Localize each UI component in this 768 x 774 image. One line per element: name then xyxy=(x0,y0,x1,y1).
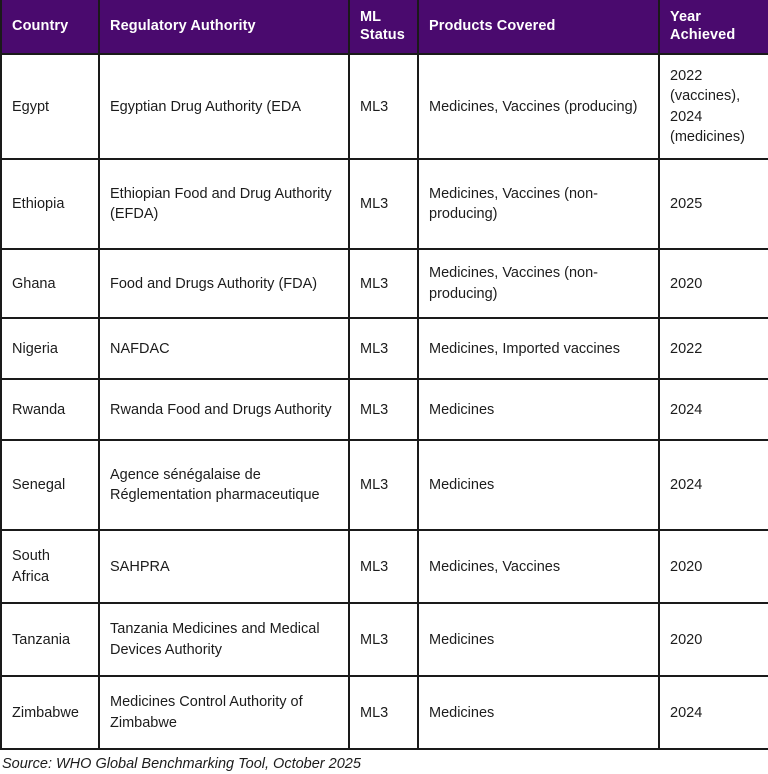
table-row xyxy=(1,318,768,379)
cell-ml-status: ML3 xyxy=(349,54,418,159)
cell-authority: Ethiopian Food and Drug Authority (EFDA) xyxy=(99,159,349,249)
cell-authority: NAFDAC xyxy=(99,318,349,379)
cell-year: 2022 (vaccines), 2024 (medicines) xyxy=(659,54,768,159)
cell-ml-status: ML3 xyxy=(349,603,418,676)
cell-ml-status: ML3 xyxy=(349,159,418,249)
column-header-country xyxy=(1,0,99,54)
cell-country: Senegal xyxy=(1,440,99,530)
cell-country: Ghana xyxy=(1,249,99,318)
cell-ml-status: ML3 xyxy=(349,530,418,603)
cell-products: Medicines, Vaccines (non-producing) xyxy=(418,249,659,318)
table-row xyxy=(1,249,768,318)
column-header-ml-status-line1: ML xyxy=(360,9,382,25)
source-caption: Source: WHO Global Benchmarking Tool, October 2025 xyxy=(2,756,361,773)
table-row xyxy=(1,530,768,603)
cell-country: Nigeria xyxy=(1,318,99,379)
cell-authority: SAHPRA xyxy=(99,530,349,603)
table-body xyxy=(1,54,768,749)
column-header-products-covered xyxy=(418,0,659,54)
cell-products: Medicines xyxy=(418,379,659,440)
table-row xyxy=(1,379,768,440)
table-header xyxy=(1,0,768,54)
cell-authority: Tanzania Medicines and Medical Devices Authority xyxy=(99,603,349,676)
cell-products: Medicines xyxy=(418,676,659,749)
column-header-products-covered-label: Products Covered xyxy=(429,17,556,34)
cell-products: Medicines xyxy=(418,440,659,530)
cell-year: 2022 xyxy=(659,318,768,379)
column-header-year-achieved xyxy=(659,0,768,54)
cell-country: Egypt xyxy=(1,54,99,159)
table-row xyxy=(1,159,768,249)
column-header-country-label: Country xyxy=(12,17,69,34)
cell-products: Medicines, Vaccines (non-producing) xyxy=(418,159,659,249)
cell-authority: Agence sénégalaise de Réglementation pharmaceutique xyxy=(99,440,349,530)
cell-authority: Medicines Control Authority of Zimbabwe xyxy=(99,676,349,749)
column-header-ml-status xyxy=(349,0,418,54)
cell-ml-status: ML3 xyxy=(349,676,418,749)
table-header-row xyxy=(1,0,768,54)
cell-ml-status: ML3 xyxy=(349,318,418,379)
cell-ml-status: ML3 xyxy=(349,440,418,530)
cell-products: Medicines, Vaccines xyxy=(418,530,659,603)
cell-ml-status: ML3 xyxy=(349,249,418,318)
column-header-year-achieved-line1: Year xyxy=(670,9,702,25)
table-row xyxy=(1,440,768,530)
cell-authority: Rwanda Food and Drugs Authority xyxy=(99,379,349,440)
cell-year: 2024 xyxy=(659,379,768,440)
column-header-year-achieved-line2: Achieved xyxy=(670,26,736,43)
cell-ml-status: ML3 xyxy=(349,379,418,440)
cell-authority: Egyptian Drug Authority (EDA xyxy=(99,54,349,159)
column-header-regulatory-authority xyxy=(99,0,349,54)
cell-year: 2025 xyxy=(659,159,768,249)
cell-country: Rwanda xyxy=(1,379,99,440)
cell-authority: Food and Drugs Authority (FDA) xyxy=(99,249,349,318)
cell-products: Medicines, Imported vaccines xyxy=(418,318,659,379)
table-row xyxy=(1,603,768,676)
cell-year: 2024 xyxy=(659,676,768,749)
column-header-ml-status-line2: Status xyxy=(360,26,405,43)
cell-country: South Africa xyxy=(1,530,99,603)
column-header-regulatory-authority-label: Regulatory Authority xyxy=(110,17,256,34)
cell-country: Tanzania xyxy=(1,603,99,676)
cell-year: 2024 xyxy=(659,440,768,530)
table-row xyxy=(1,54,768,159)
cell-year: 2020 xyxy=(659,603,768,676)
cell-year: 2020 xyxy=(659,249,768,318)
cell-products: Medicines xyxy=(418,603,659,676)
cell-year: 2020 xyxy=(659,530,768,603)
cell-country: Ethiopia xyxy=(1,159,99,249)
cell-country: Zimbabwe xyxy=(1,676,99,749)
cell-products: Medicines, Vaccines (producing) xyxy=(418,54,659,159)
table-row xyxy=(1,676,768,749)
